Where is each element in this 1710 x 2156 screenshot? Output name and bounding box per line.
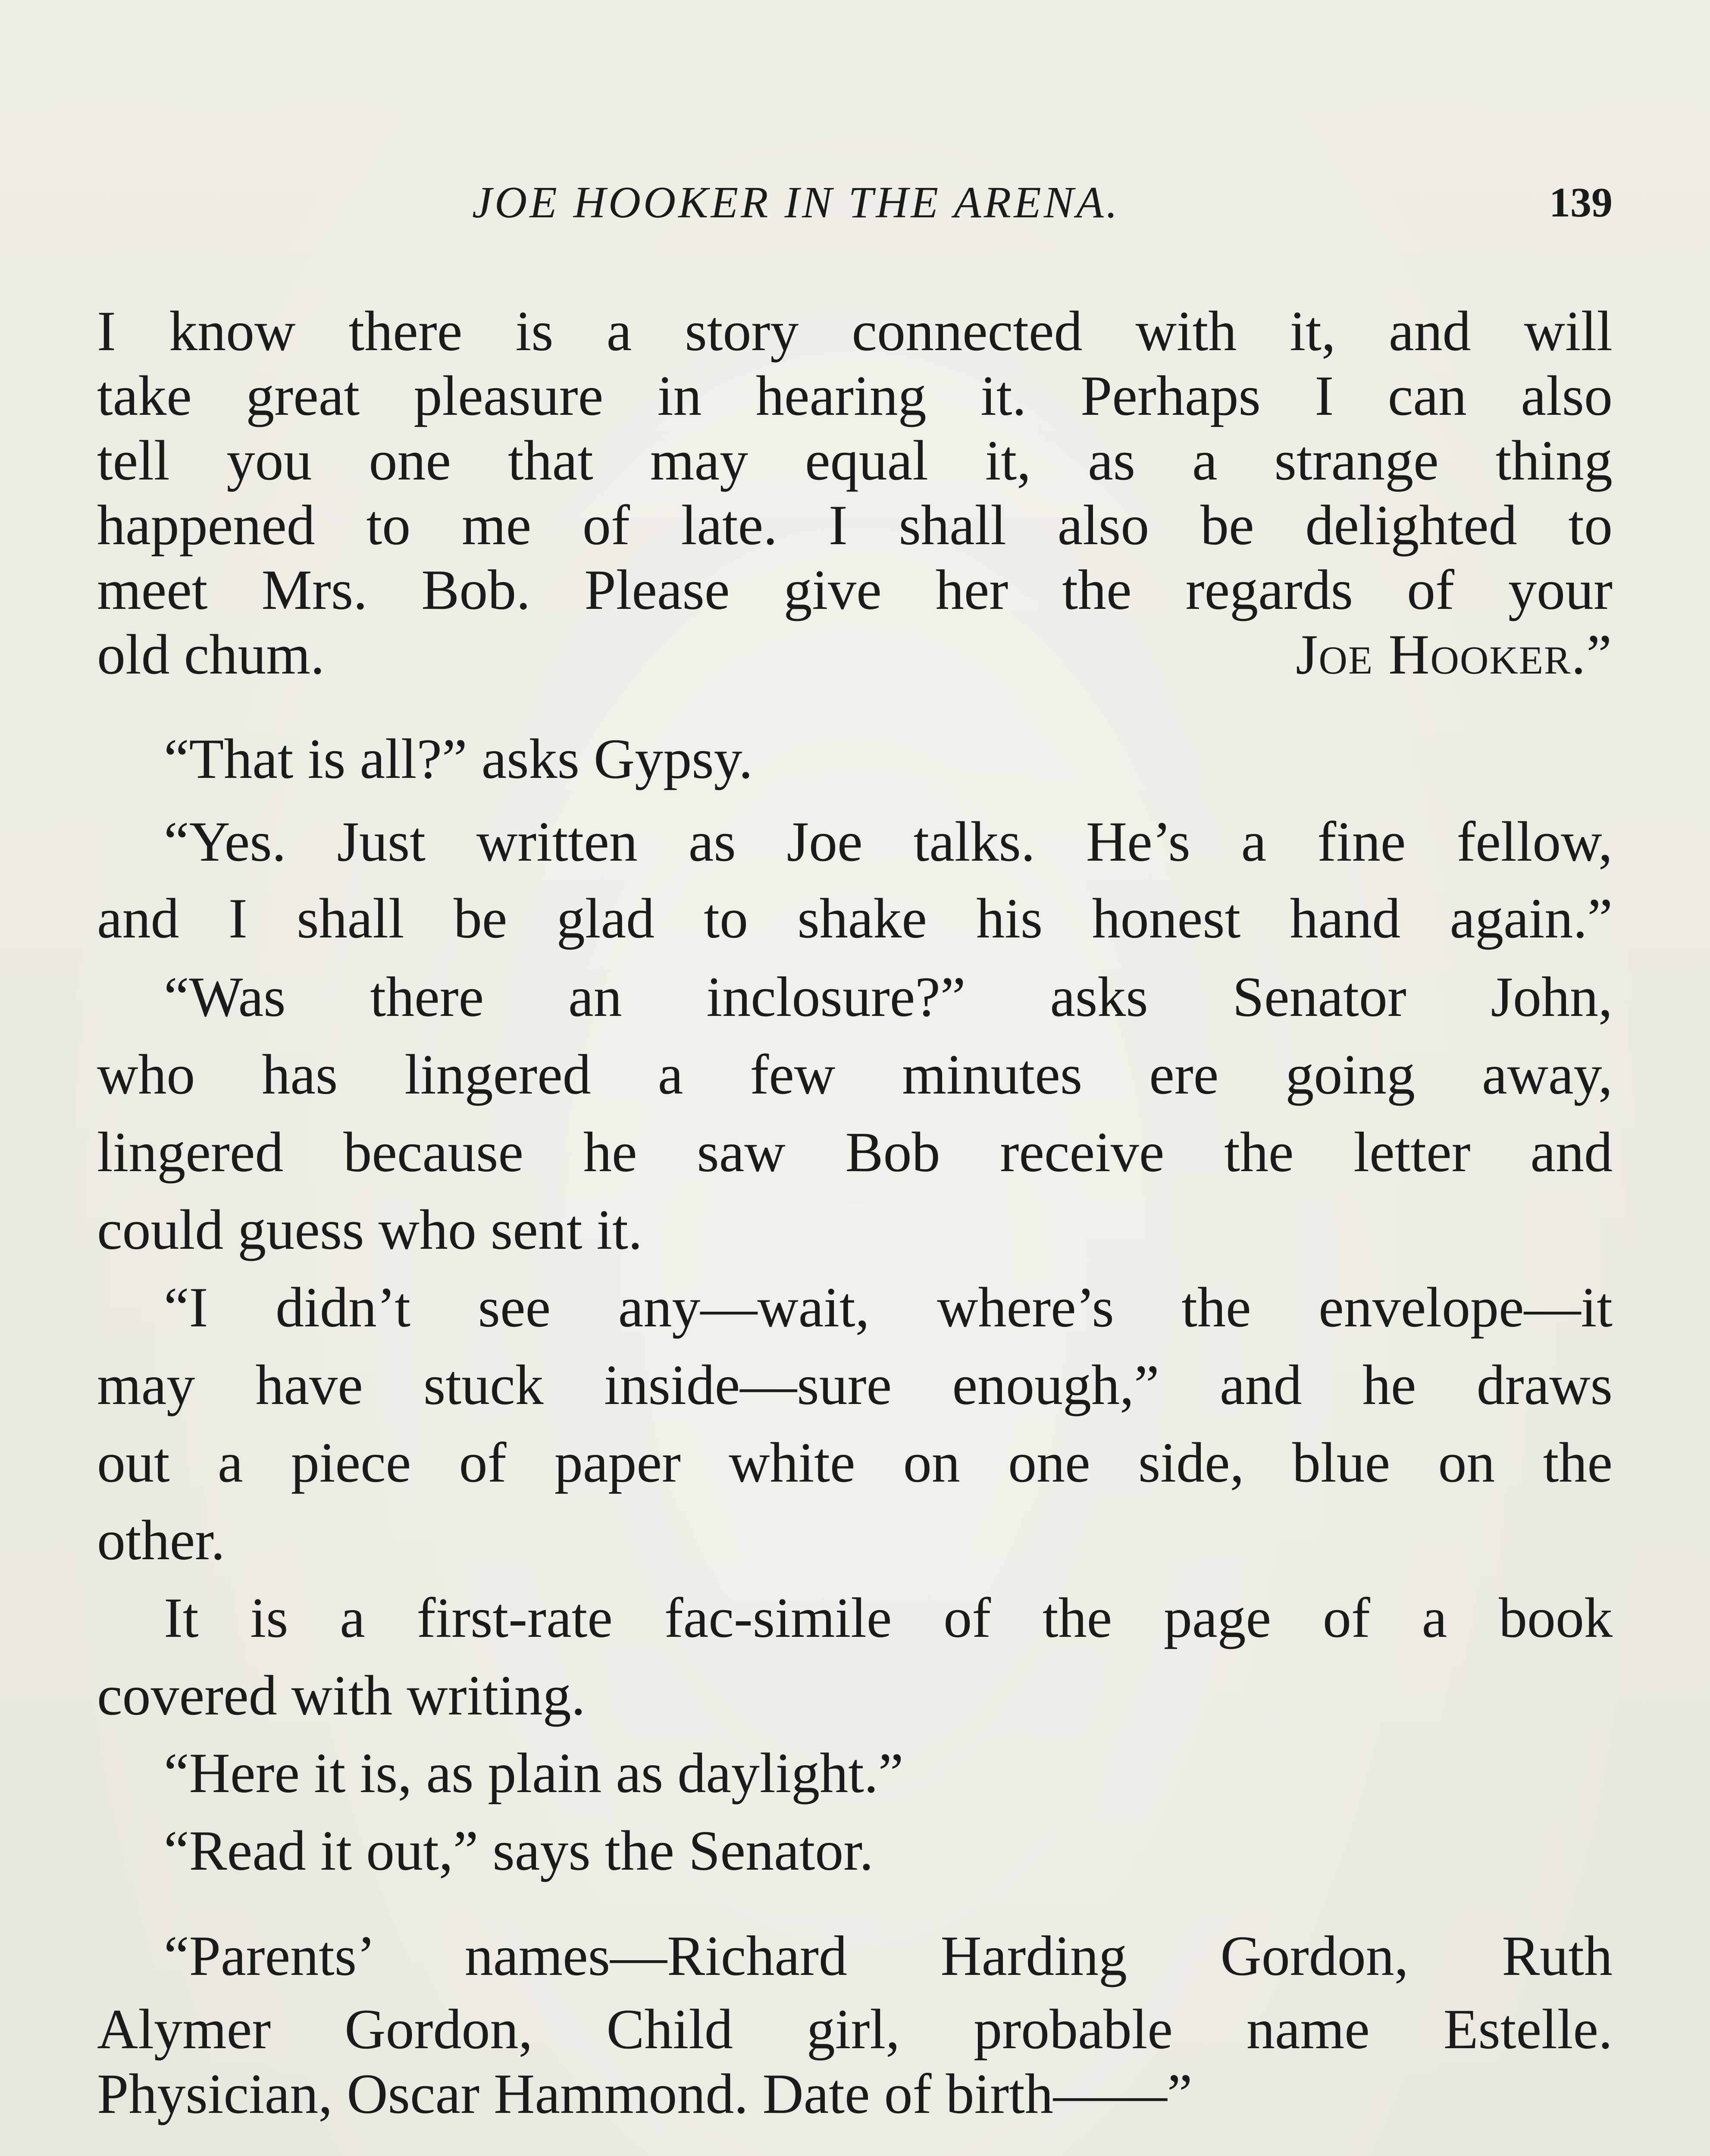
text-line: “Here it is, as plain as daylight.” [164,1741,904,1805]
text-line: take great pleasure in hearing it. Perhaps I can also [97,364,1613,427]
text-line: out a piece of paper white on one side, blue on the [97,1431,1613,1494]
text-line: and I shall be glad to shake his honest hand again.” [97,887,1613,950]
text-line: covered with writing. [97,1664,586,1727]
running-title: JOE HOOKER IN THE ARENA. [472,178,1120,227]
text-line: “Was there an inclosure?” asks Senator John, [164,965,1613,1028]
text-line: who has lingered a few minutes ere going away, [97,1043,1613,1106]
text-line: other. [97,1508,225,1572]
page-header [97,172,1613,233]
text-line: Alymer Gordon, Child girl, probable name Estelle. [97,1997,1613,2061]
text-line: “Read it out,” says the Senator. [164,1819,874,1882]
page-number: 139 [1549,179,1613,226]
text-line: tell you one that may equal it, as a strange thing [97,429,1613,492]
text-line: Physician, Oscar Hammond. Date of birth——” [97,2062,1193,2125]
text-line: may have stuck inside—sure enough,” and he draws [97,1353,1613,1416]
text-line: could guess who sent it. [97,1198,642,1261]
text-line: “I didn’t see any—wait, where’s the envelope—it [164,1275,1613,1339]
text-line: lingered because he saw Bob receive the letter and [97,1120,1613,1184]
text-line: “Parents’ names—Richard Harding Gordon, Ruth [164,1924,1613,1987]
text-line: meet Mrs. Bob. Please give her the regards of your [97,558,1613,621]
letter-signature: Joe Hooker.” [1296,623,1613,686]
text-line: old chum. [97,623,325,686]
text-line: “That is all?” asks Gypsy. [164,727,753,790]
text-line: “Yes. Just written as Joe talks. He’s a fine fellow, [164,810,1613,873]
signature-line [97,622,1613,687]
text-line: It is a first-rate fac-simile of the page of a book [164,1586,1613,1649]
text-line: happened to me of late. I shall also be delighted to [97,493,1613,557]
text-line: I know there is a story connected with it, and will [97,299,1613,363]
